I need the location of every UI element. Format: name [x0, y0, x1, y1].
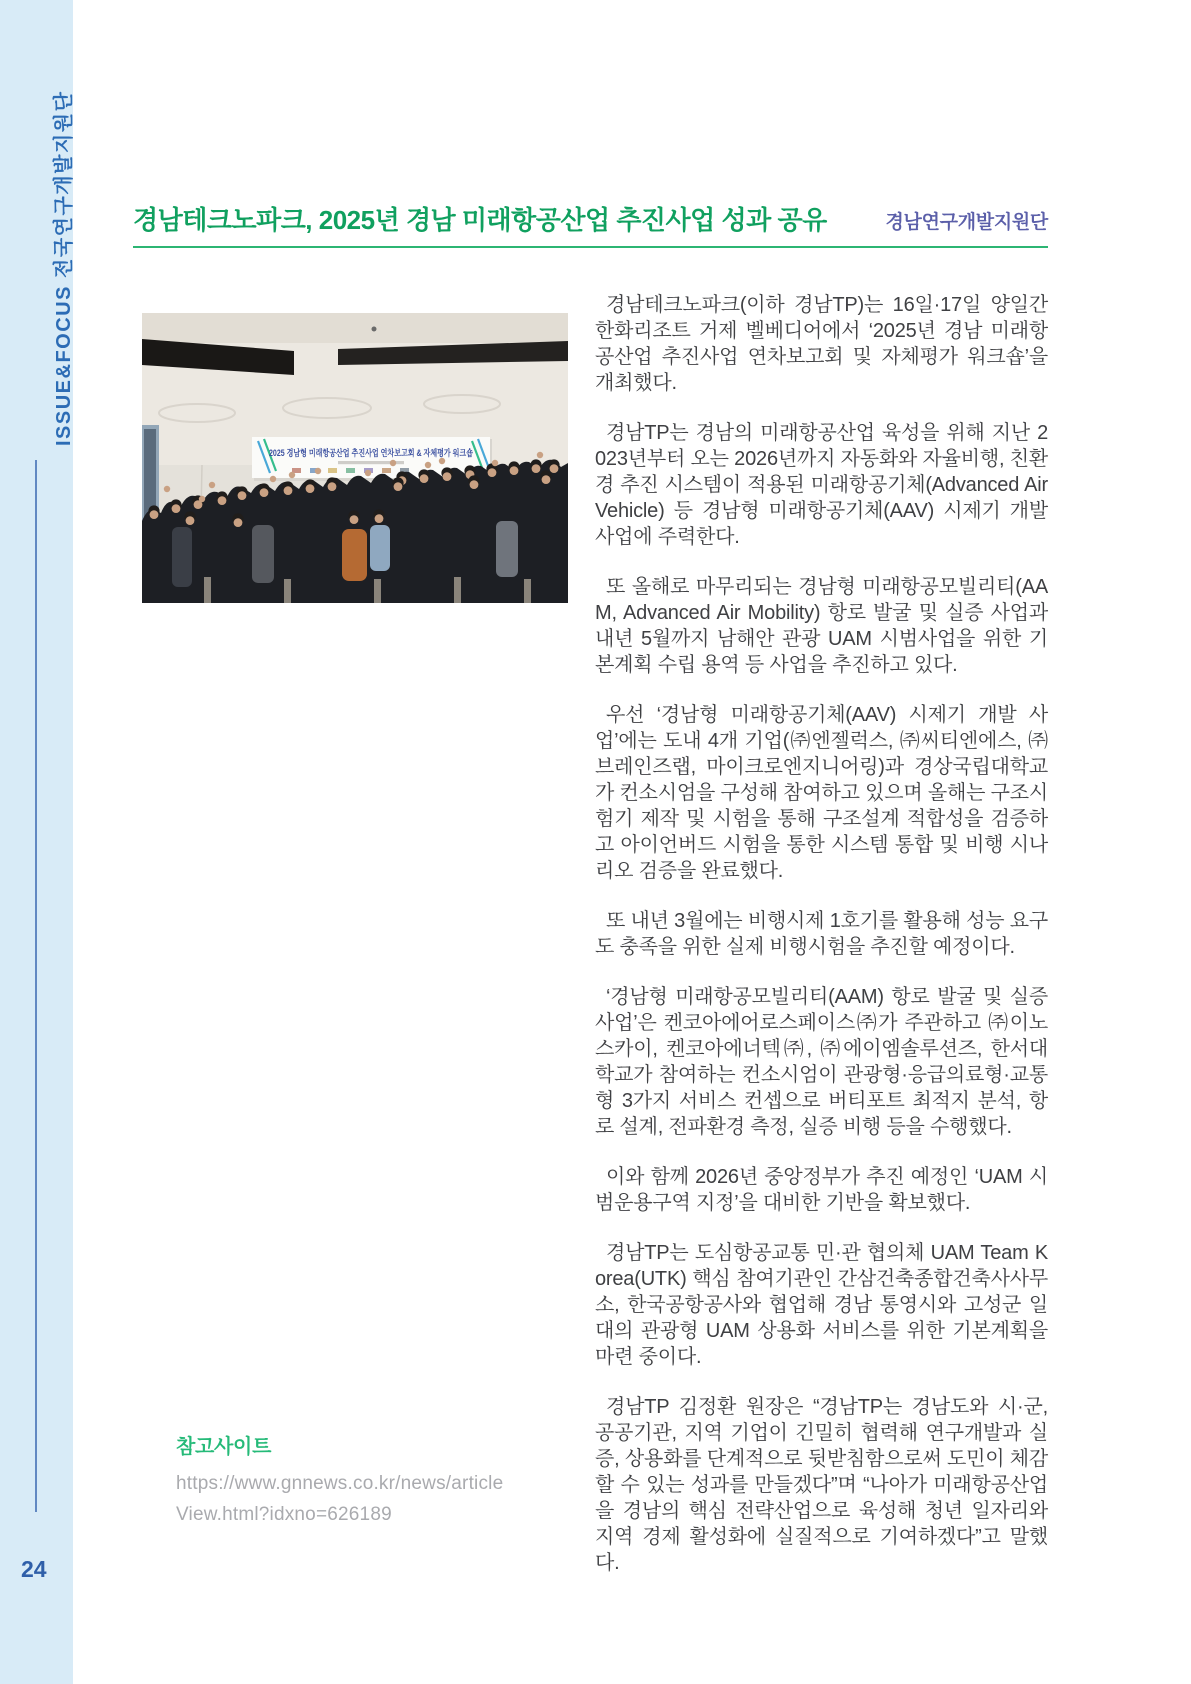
photo-banner-text: 2025 경남형 미래항공산업 추진사업 연차보고회 & 자체평가 워크숍 [269, 448, 531, 458]
reference-heading: 참고사이트 [176, 1436, 272, 1458]
event-group-photo [142, 313, 568, 603]
title-underline-rule [133, 246, 1048, 248]
page-title: 경남테크노파크, 2025년 경남 미래항공산업 추진사업 성과 공유 [133, 205, 827, 235]
article-paragraph: 경남테크노파크(이하 경남TP)는 16일·17일 양일간 한화리조트 거제 벨베디어에서 ‘2025년 경남 미래항공산업 추진사업 연차보고회 및 자체평가 워크숍’을 개최했다. [595, 294, 1048, 394]
org-label: 경남연구개발지원단 [885, 212, 1048, 233]
article-paragraph: ‘경남형 미래항공모빌리티(AAM) 항로 발굴 및 실증 사업’은 켄코아에어로스페이스㈜가 주관하고 ㈜이노스카이, 켄코아에너텍㈜, ㈜에이엠솔루션즈, 한서대학교가 참여하는 컨소시엄이 관광형·응급의료형·교통형 3가지 서비스 컨셉으로 버티포트 최적지 분석, 항로 설계, 전파환경 측정, 실증 비행 등을 수행했다. [595, 986, 1048, 1138]
article-paragraph: 또 올해로 마무리되는 경남형 미래항공모빌리티(AAM, Advanced Air Mobility) 항로 발굴 및 실증 사업과 내년 5월까지 남해안 관광 UAM 시범사업을 위한 기본계획 수립 용역 등 사업을 추진하고 있다. [595, 576, 1048, 676]
article-paragraph: 이와 함께 2026년 중앙정부가 추진 예정인 ‘UAM 시범운용구역 지정’을 대비한 기반을 확보했다. [595, 1166, 1048, 1214]
article-paragraph: 경남TP는 경남의 미래항공산업 육성을 위해 지난 2023년부터 오는 2026년까지 자동화와 자율비행, 친환경 추진 시스템이 적용된 미래항공기체(Advanced Air Vehicle) 등 경남형 미래항공기체(AAV) 시제기 개발 사업에 주력한다. [595, 422, 1048, 548]
reference-block [176, 1430, 556, 1530]
article-body [595, 292, 1048, 1576]
sidebar-vertical-label: ISSUE&FOCUS 전국연구개발지원단 [53, 90, 75, 446]
reference-url-line2[interactable]: View.html?idxno=626189 [176, 1504, 392, 1525]
sidebar-vertical-rule [35, 460, 37, 1512]
article-paragraph: 또 내년 3월에는 비행시제 1호기를 활용해 성능 요구도 충족을 위한 실제 비행시험을 추진할 예정이다. [595, 910, 1048, 958]
article-paragraph: 우선 ‘경남형 미래항공기체(AAV) 시제기 개발 사업’에는 도내 4개 기업(㈜엔젤럭스, ㈜씨티엔에스, ㈜브레인즈랩, 마이크로엔지니어링)과 경상국립대학교가 컨소시엄을 구성해 참여하고 있으며 올해는 구조시험기 제작 및 시험을 통해 구조설계 적합성을 검증하고 아이언버드 시험을 통한 시스템 통합 및 비행 시나리오 검증을 완료했다. [595, 704, 1048, 882]
article-paragraph: 경남TP 김정환 원장은 “경남TP는 경남도와 시·군, 공공기관, 지역 기업이 긴밀히 협력해 연구개발과 실증, 상용화를 단계적으로 뒷받침함으로써 도민이 체감할 수 있는 성과를 만들겠다”며 “나아가 미래항공산업을 경남의 핵심 전략산업으로 육성해 청년 일자리와 지역 경제 활성화에 실질적으로 기여하겠다”고 말했다. [595, 1396, 1048, 1574]
photo-orange-jacket [342, 529, 367, 581]
page-number: 24 [21, 1556, 47, 1582]
article-paragraph: 경남TP는 도심항공교통 민·관 협의체 UAM Team Korea(UTK) 핵심 참여기관인 간삼건축종합건축사사무소, 한국공항공사와 협업해 경남 통영시와 고성군 일대의 관광형 UAM 상용화 서비스를 위한 기본계획을 마련 중이다. [595, 1242, 1048, 1368]
photo-blue-top [370, 525, 390, 571]
reference-url-line1[interactable]: https://www.gnnews.co.kr/news/article [176, 1473, 504, 1494]
